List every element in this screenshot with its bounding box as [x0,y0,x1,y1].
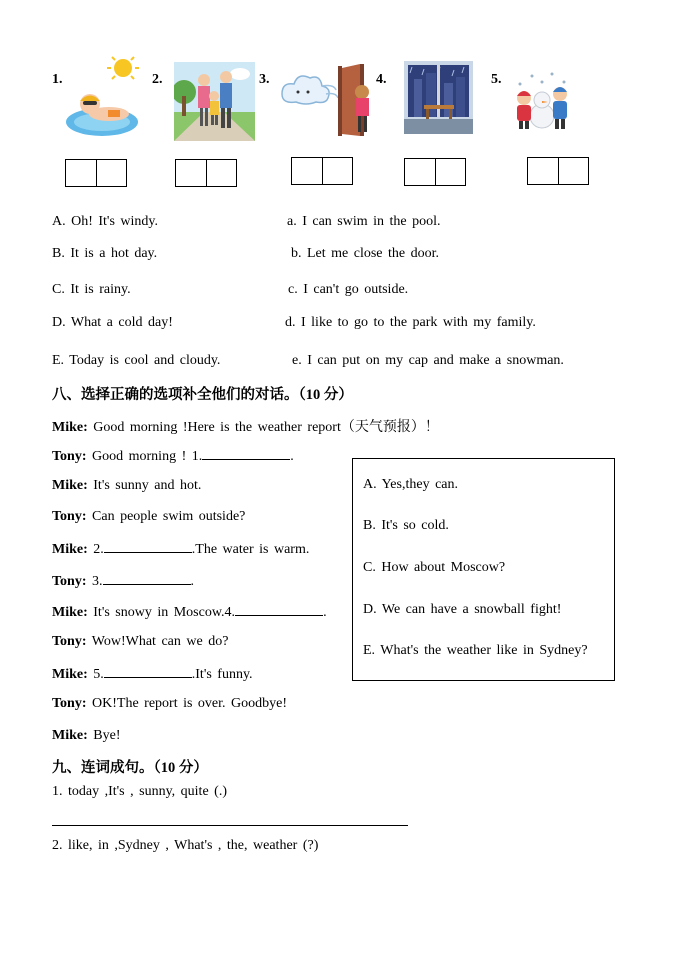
dialogue-text: 3. [86,574,103,589]
picture-number: 2. [152,72,163,87]
dialogue-line [52,447,294,465]
swimming-child-sun-icon [64,56,148,140]
option-item: C. How about Moscow? [363,560,506,575]
option-item: A. Yes,they can. [363,477,458,492]
speaker: Tony: [52,574,87,589]
dialogue-line [52,728,120,744]
answer-blank[interactable] [103,572,191,585]
dialogue-text: Bye! [87,728,121,743]
sentence-left: A. Oh! It's windy. [52,214,158,229]
option-item: B. It's so cold. [363,518,449,533]
section-8-heading: 八、选择正确的选项补全他们的对话。（10 分） [52,387,353,403]
dialogue-text: It's snowy in Moscow.4. [87,605,236,620]
snowman-kids-icon [512,72,572,132]
reorder-item: 1. today ,It's , sunny, quite (.) [52,784,227,799]
dialogue-line [52,665,253,683]
picture-number: 1. [52,72,63,87]
dialogue-line [52,696,287,712]
picture-number: 4. [376,72,387,87]
picture-number: 5. [491,72,502,87]
answer-box[interactable] [291,157,353,185]
dialogue-line [52,540,309,558]
answer-box[interactable] [175,159,237,187]
speaker: Mike: [52,605,88,620]
option-item: D. We can have a snowball fight! [363,602,562,617]
dialogue-line [52,509,245,525]
answer-box[interactable] [404,158,466,186]
speaker: Tony: [52,509,87,524]
answer-box[interactable] [527,157,589,185]
dialogue-text: It's sunny and hot. [87,478,202,493]
dialogue-text: OK!The report is over. Goodbye! [86,696,288,711]
dialogue-text: . [290,449,294,464]
sentence-right: b. Let me close the door. [291,246,440,261]
wind-door-icon [276,62,376,140]
dialogue-text: . [323,605,327,620]
speaker: Mike: [52,478,88,493]
answer-blank[interactable] [104,540,192,553]
sentence-left: D. What a cold day! [52,315,173,330]
dialogue-text: Good morning ! 1. [86,449,203,464]
sentence-left: C. It is rainy. [52,282,131,297]
speaker: Tony: [52,696,87,711]
dialogue-line [52,416,439,436]
picture-number: 3. [259,72,270,87]
dialogue-text: 2. [87,542,104,557]
dialogue-line [52,478,201,494]
speaker: Tony: [52,449,87,464]
dialogue-text: . [190,574,195,589]
sentence-left: B. It is a hot day. [52,246,158,261]
answer-blank[interactable] [235,603,323,616]
rainy-window-icon [404,61,473,134]
speaker: Mike: [52,420,88,435]
dialogue-text: Can people swim outside? [86,509,246,524]
family-walk-icon [174,62,255,141]
dialogue-text: .It's funny. [191,667,253,682]
speaker: Mike: [52,667,88,682]
sentence-left: E. Today is cool and cloudy. [52,353,221,368]
dialogue-line [52,572,194,590]
dialogue-text: Good morning !Here is the weather report（天气预报）！ [87,420,439,435]
options-box [352,458,615,681]
sentence-right: d. I like to go to the park with my family. [285,315,536,330]
dialogue-line [52,603,327,621]
answer-line[interactable] [52,825,408,826]
dialogue-text: .The water is warm. [191,542,310,557]
sentence-right: a. I can swim in the pool. [287,214,441,229]
dialogue-text: Wow!What can we do? [86,634,229,649]
answer-blank[interactable] [104,665,192,678]
speaker: Mike: [52,542,88,557]
speaker: Mike: [52,728,88,743]
option-item: E. What's the weather like in Sydney? [363,643,588,658]
sentence-right: c. I can't go outside. [288,282,409,297]
section-9-heading: 九、连词成句。（10 分） [52,760,208,776]
dialogue-line [52,634,228,650]
speaker: Tony: [52,634,87,649]
sentence-right: e. I can put on my cap and make a snowman. [292,353,564,368]
answer-blank[interactable] [202,447,290,460]
reorder-item: 2. like, in ,Sydney , What's , the, weather (?) [52,838,319,853]
dialogue-text: 5. [87,667,104,682]
answer-box[interactable] [65,159,127,187]
